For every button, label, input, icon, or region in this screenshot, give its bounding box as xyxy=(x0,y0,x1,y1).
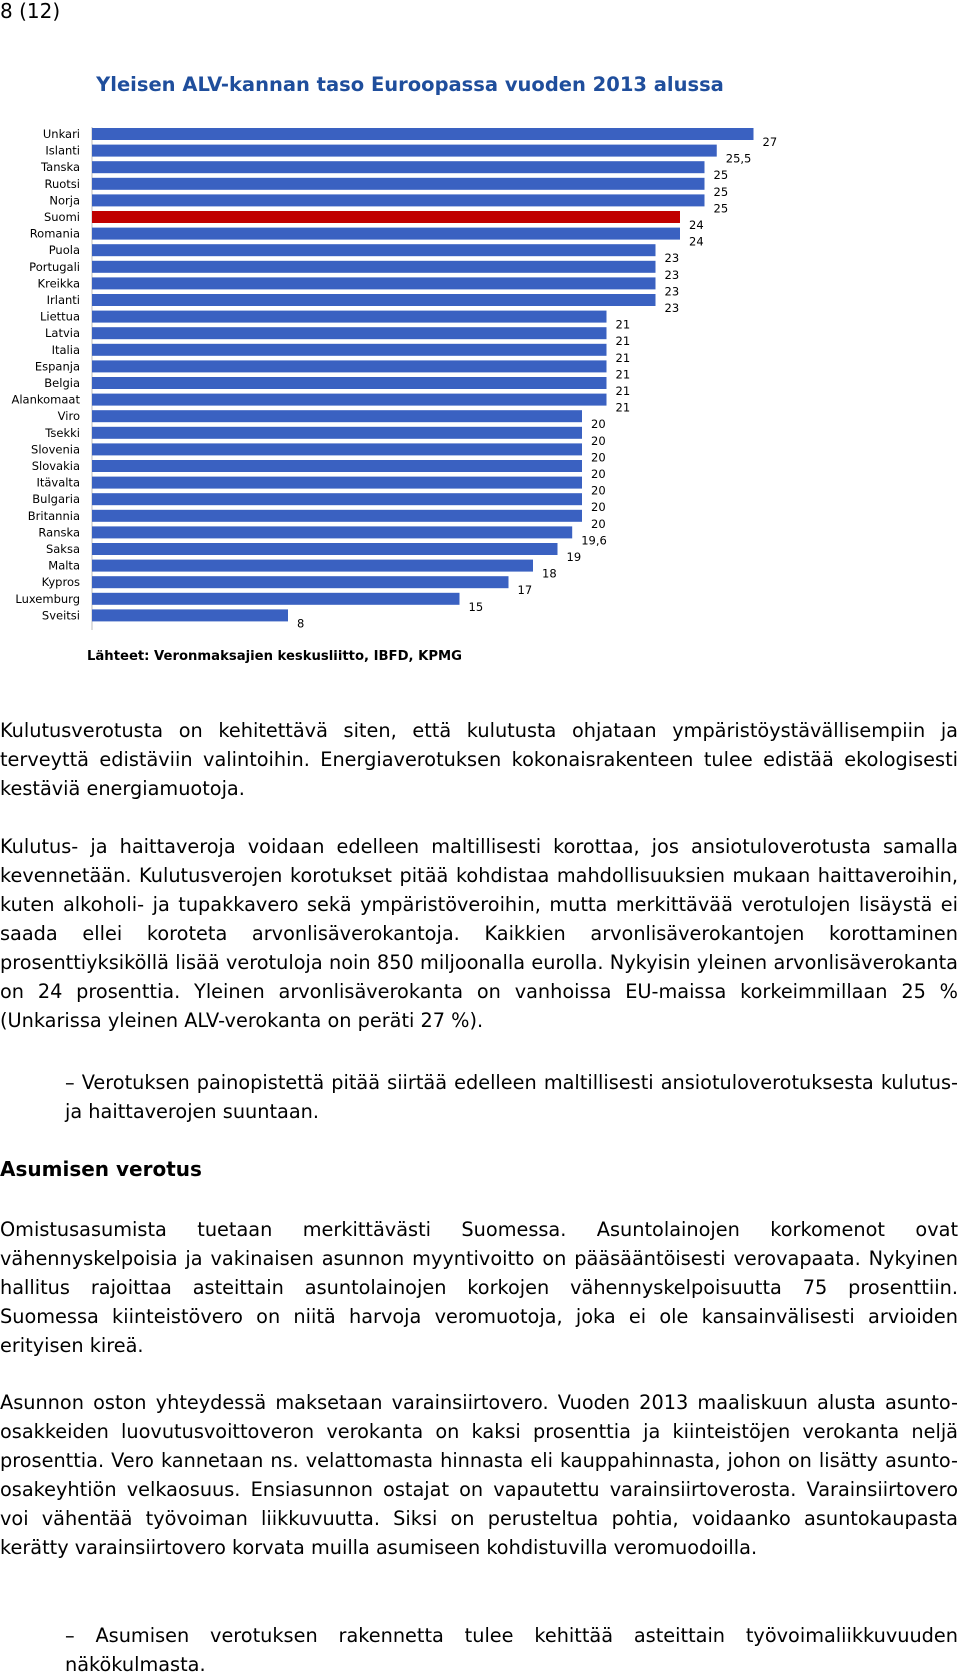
value-label-bulgaria: 20 xyxy=(591,500,606,515)
bar-liettua xyxy=(92,311,607,323)
bar-ranska xyxy=(92,526,572,538)
bar-kreikka xyxy=(92,277,656,289)
vat-rate-chart-svg xyxy=(0,0,960,680)
value-label-slovakia: 20 xyxy=(591,467,606,481)
bar-norja xyxy=(92,194,705,206)
category-label-kreikka: Kreikka xyxy=(37,276,80,291)
paragraph-harm-taxes: Kulutus- ja haittaveroja voidaan edelleen maltillisesti korottaa, jos ansiotuloverotusta samalla kevennetään. Kulutusverojen korotukset pitää kohdistaa mahdollisuuksien mukaan haittaveroihin, kuten alkoholi- ja tupakkavero sekä ympäristöveroihin, mutta merkittävää verotulojen lisäystä ei saada ellei koroteta arvonlisäverokantoja. Kaikkien arvonlisäverokantojen korottaminen prosenttiyksiköllä lisää verotuloja noin 850 miljoonalla eurolla. Nykyisin yleinen arvonlisäverokanta on 24 prosenttia. Yleinen arvonlisäverokanta on vanhoissa EU-maissa korkeimmillaan 25 % (Unkarissa yleinen ALV-verokanta on peräti 27 %). xyxy=(0,835,958,1032)
bar-slovenia xyxy=(92,443,582,455)
value-label-malta: 18 xyxy=(542,566,557,581)
value-label-suomi: 24 xyxy=(689,218,704,232)
bar-irlanti xyxy=(92,294,656,306)
value-label-islanti: 25,5 xyxy=(725,151,752,166)
category-label-puola: Puola xyxy=(48,243,80,258)
value-label-tsekki: 20 xyxy=(591,433,606,448)
category-label-belgia: Belgia xyxy=(44,376,80,390)
category-label-irlanti: Irlanti xyxy=(46,293,80,307)
bar-alankomaat xyxy=(92,394,607,406)
value-label-liettua: 21 xyxy=(615,317,631,332)
bar-saksa xyxy=(92,543,558,555)
value-label-unkari: 27 xyxy=(762,135,778,149)
bar-espanja xyxy=(92,360,607,372)
bar-viro xyxy=(92,410,582,422)
bar-luxemburg xyxy=(92,593,460,605)
value-label-ranska: 19,6 xyxy=(581,533,607,548)
value-label-kypros: 17 xyxy=(517,583,533,598)
paragraph-transfer-tax: Asunnon oston yhteydessä maksetaan varainsiirtovero. Vuoden 2013 maaliskuun alusta asunto-osakkeiden luovutusvoittoveron verokanta on kaksi prosenttia ja kiinteistöjen verokanta neljä prosenttia. Vero kannetaan ns. velattomasta hinnasta eli kauppahinnasta, johon on lisätty asunto-osakeyhtiön velkaosuus. Ensiasunnon ostajat on vapautettu varainsiirtoverosta. Varainsiirtovero voi vähentää työvoiman liikkuvuutta. Siksi on perusteltua pohtia, voidaanko asuntokaupasta kerätty varainsiirtovero korvata muilla asumiseen kohdistuvilla veromuodoilla. xyxy=(0,1391,958,1559)
category-label-slovakia: Slovakia xyxy=(31,459,80,473)
category-label-tsekki: Tsekki xyxy=(45,425,80,440)
category-label-luxemburg: Luxemburg xyxy=(15,591,80,606)
category-label-latvia: Latvia xyxy=(44,326,80,341)
value-label-portugali: 23 xyxy=(664,267,680,282)
bar-slovakia xyxy=(92,460,582,472)
bar-malta xyxy=(92,560,533,572)
value-label-kreikka: 23 xyxy=(664,284,680,299)
value-label-italia: 21 xyxy=(615,350,631,365)
category-label-tanska: Tanska xyxy=(41,160,80,175)
value-label-norja: 25 xyxy=(713,201,729,216)
category-label-alankomaat: Alankomaat xyxy=(11,392,80,407)
bar-belgia xyxy=(92,377,607,389)
value-label-luxemburg: 15 xyxy=(468,599,484,614)
category-label-ruotsi: Ruotsi xyxy=(44,176,80,191)
paragraph-home-ownership: Omistusasumista tuetaan merkittävästi Suomessa. Asuntolainojen korkomenot ovat vähennyskelpoisia ja vakinaisen asunnon myyntivoitto on pääsääntöisesti verovapaata. Nykyinen hallitus rajoittaa asteittain asuntolainojen korkojen vähennyskelpoisuutta 75 prosenttiin. Suomessa kiinteistövero on niitä harvoja veromuotoja, joka ei ole kansainvälisesti arvioiden erityisen kireä. xyxy=(0,1218,958,1357)
page-number: 8 (12) xyxy=(0,0,61,23)
category-label-portugali: Portugali xyxy=(29,259,80,274)
bar-latvia xyxy=(92,327,607,339)
category-label-romania: Romania xyxy=(29,226,80,241)
category-label-italia: Italia xyxy=(51,342,80,357)
bar-italia xyxy=(92,344,607,356)
value-label-sveitsi: 8 xyxy=(297,616,305,631)
category-label-liettua: Liettua xyxy=(39,309,80,324)
bar-islanti xyxy=(92,145,717,157)
category-label-unkari: Unkari xyxy=(42,127,80,141)
category-label-suomi: Suomi xyxy=(43,210,80,224)
bar-portugali xyxy=(92,261,656,273)
category-label-viro: Viro xyxy=(57,409,80,424)
category-label-espanja: Espanja xyxy=(34,359,80,374)
section-heading-housing-tax: Asumisen verotus xyxy=(0,1157,202,1181)
bar-romania xyxy=(92,228,680,240)
category-label-slovenia: Slovenia xyxy=(31,442,80,457)
value-label-britannia: 20 xyxy=(591,516,606,531)
value-label-ruotsi: 25 xyxy=(713,184,729,199)
chart-title: Yleisen ALV-kannan taso Euroopassa vuoden 2013 alussa xyxy=(96,73,724,96)
value-label-espanja: 21 xyxy=(615,367,631,382)
bar-bulgaria xyxy=(92,493,582,505)
category-label-malta: Malta xyxy=(48,558,80,573)
chart-source-note: Lähteet: Veronmaksajien keskusliitto, IBFD, KPMG xyxy=(87,649,462,664)
category-label-itävalta: Itävalta xyxy=(36,475,80,490)
category-label-norja: Norja xyxy=(49,193,80,208)
bar-tanska xyxy=(92,161,705,173)
bar-kypros xyxy=(92,576,509,588)
paragraph-consumption-tax: Kulutusverotusta on kehitettävä siten, että kulutusta ohjataan ympäristöystävällisempiin ja terveyttä edistäviin valintoihin. Energiaverotuksen kokonaisrakenteen tulee edistää ekologisesti kestäviä energiamuotoja. xyxy=(0,719,958,800)
bar-tsekki xyxy=(92,427,582,439)
bar-puola xyxy=(92,244,656,256)
value-label-irlanti: 23 xyxy=(664,301,680,315)
value-label-saksa: 19 xyxy=(566,550,582,564)
value-label-itävalta: 20 xyxy=(591,483,606,498)
bar-itävalta xyxy=(92,477,582,489)
bar-britannia xyxy=(92,510,582,522)
bar-ruotsi xyxy=(92,178,705,190)
value-label-tanska: 25 xyxy=(713,168,729,183)
bar-unkari xyxy=(92,128,754,140)
value-label-romania: 24 xyxy=(689,234,704,249)
value-label-puola: 23 xyxy=(664,251,680,266)
recommendation-housing: – Asumisen verotuksen rakennetta tulee kehittää asteittain työvoimaliikkuvuuden näkökulmasta. xyxy=(65,1624,958,1676)
recommendation-consumption: – Verotuksen painopistettä pitää siirtää edelleen maltillisesti ansiotuloverotuksesta kulutus- ja haittaverojen suuntaan. xyxy=(65,1071,958,1123)
value-label-viro: 20 xyxy=(591,417,606,432)
category-label-saksa: Saksa xyxy=(45,542,80,556)
value-label-alankomaat: 21 xyxy=(615,400,631,415)
value-label-latvia: 21 xyxy=(615,334,631,349)
value-label-slovenia: 20 xyxy=(591,450,606,465)
vat-rate-chart xyxy=(0,0,960,680)
category-label-ranska: Ranska xyxy=(38,525,80,540)
category-label-islanti: Islanti xyxy=(45,143,80,158)
category-label-britannia: Britannia xyxy=(27,508,80,523)
value-label-belgia: 21 xyxy=(615,384,631,398)
category-label-sveitsi: Sveitsi xyxy=(41,608,80,623)
category-label-bulgaria: Bulgaria xyxy=(32,492,80,507)
bar-suomi xyxy=(92,211,680,223)
bar-sveitsi xyxy=(92,609,288,621)
category-label-kypros: Kypros xyxy=(41,575,80,590)
